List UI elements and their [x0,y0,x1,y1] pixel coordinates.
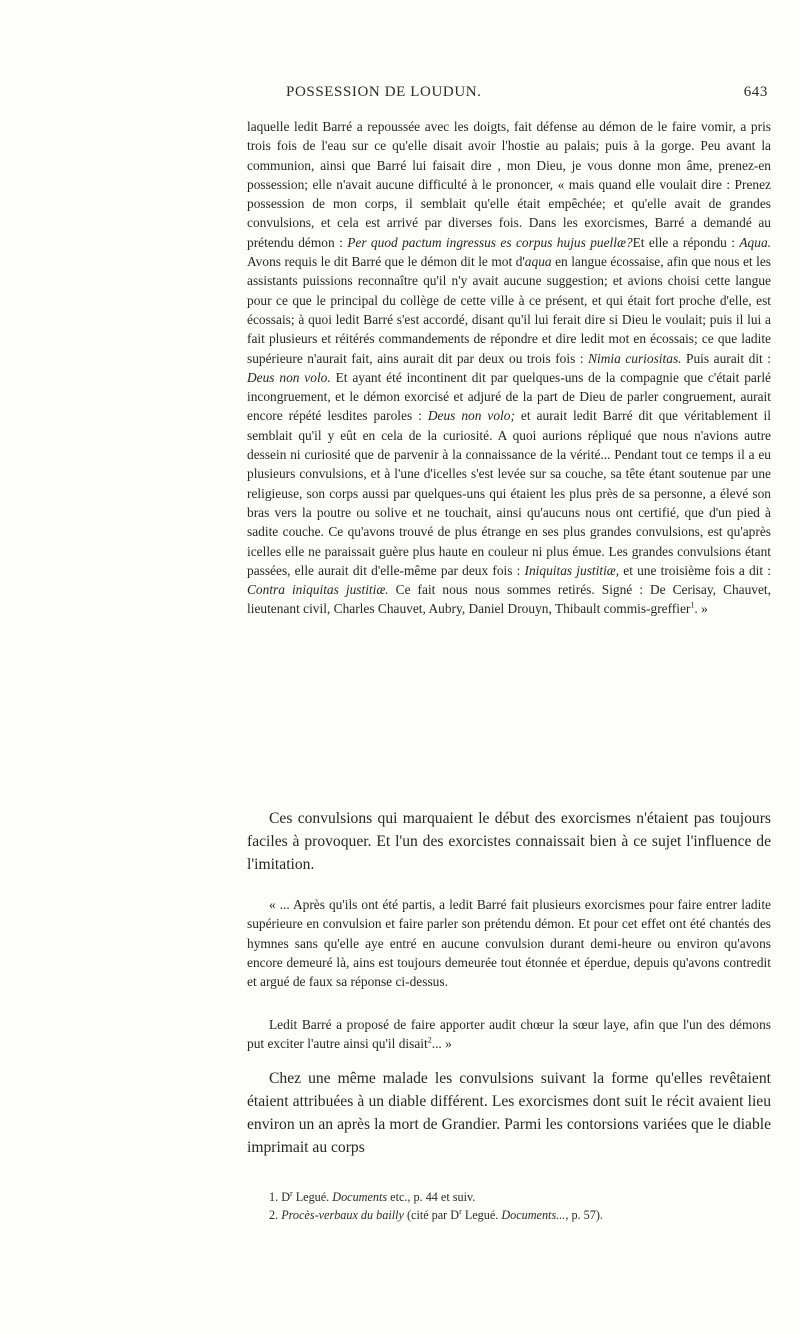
footnote-title: Documents... [501,1208,566,1222]
footnote-sup: r [290,1188,293,1198]
footnote-title: Procès-verbaux du bailly [281,1208,404,1222]
quote-text: Et elle a répondu : [632,234,740,250]
running-title: POSSESSION DE LOUDUN. [286,84,482,100]
body-paragraph: Chez une même malade les convulsions suivant la forme qu'elles revêtaient étaient attribuées à un diable différent. Les exorcismes dont suit le récit avaient lieu environ un an après la mort de Grandier. Parmi les contorsions variées que le diable imprimait au corps [247,1070,771,1156]
footnote-text: (cité par D [403,1208,460,1222]
latin-phrase: Aqua. [739,234,771,250]
body-paragraph: Ces convulsions qui marquaient le début des exorcismes n'étaient pas toujours faciles à provoquer. Et l'un des exorcistes connaissait bien à ce sujet l'influence de l'imitation. [247,810,771,873]
page-header [248,84,768,108]
quote-text: Ce fait nous nous sommes retirés. Signé : De Cerisay, Chauvet, lieutenant civil, Charles Chauvet, Aubry, Daniel Drouyn, Thibault commis-greffier [247,582,771,617]
footnote [247,1206,771,1224]
latin-phrase: Iniquitas justitiæ, [524,562,620,578]
quote-text: . » [694,601,708,617]
quote-text: Puis aurait dit : [681,350,771,366]
latin-phrase: Nimia curiositas. [588,350,682,366]
footnote-sup: r [459,1206,462,1216]
footnote-text: Legué. [461,1208,499,1222]
footnote-ref: 2 [427,1035,432,1045]
latin-phrase: Contra iniquitas justitiæ. [247,582,389,598]
quoted-paragraph [247,1015,771,1054]
quote-text: Ledit Barré a proposé de faire apporter audit chœur la sœur laye, afin que l'un des démons put exciter l'autre ainsi qu'il disait [247,1017,771,1052]
quote-text: ... » [431,1036,452,1052]
footnote-title: Documents [332,1190,388,1204]
footnote-text: , p. 57). [565,1208,603,1222]
latin-phrase: Per quod pactum ingressus es corpus hujus puellæ? [347,234,633,250]
quote-text: en langue écossaise, afin que nous et les assistants puissions reconnaître qu'il n'y avait aucune suggestion; et avions choisi cette langue pour ce que le principal du collège de cette ville à ce présent, et qui était fort proche d'elle, est écossais; à quoi ledit Barré s'est accordé, disant qu'il lui ferait dire si Dieu le voulait; puis il lui a fait plusieurs et réitérés commandements de répondre et dire ledit mot en écossais; ce que ladite supérieure n'aurait fait, ains aurait dit par deux ou trois fois : [247,254,771,366]
latin-phrase: Deus non volo; [427,408,515,424]
quote-text: et une troisième fois a dit : [619,562,771,578]
page-number: 643 [743,84,768,100]
footnote-text: etc., p. 44 et suiv. [387,1190,476,1204]
quoted-paragraph: « ... Après qu'ils ont été partis, a ledit Barré fait plusieurs exorcismes pour faire entrer ladite supérieure en convulsion et faire parler son prétendu démon. Et pour cet effet ont été chantés des hymnes sans qu'elle aye entré en aucune convulsion durant demi-heure ou environ qu'avons encore demeuré là, ains est toujours demeurée tout étonnée et éperdue, depuis qu'avons contredit et argué de faux sa réponse ci-dessus. [247,897,771,990]
footnotes [247,1188,771,1224]
quote-text: et aurait ledit Barré dit que véritablement il semblait qu'il y eût en cela de la curiosité. A quoi aurions répliqué que nous n'avions autre dessein ni curiosité que de parvenir à la connaissance de la vérité... Pendant tout ce temps il a eu plusieurs convulsions, et à l'une d'icelles s'est levée sur sa couche, sa tête étant soutenue par une religieuse, son corps aussi par quelques-uns qui étaient les plus près de sa personne, a élevé son bras vers la poutre ou solive et ne touchait, ainsi qu'aucuns nous ont certifié, que d'un pied à sadite couche. Ce qu'avons trouvé de plus étrange en ses plus grandes convulsions, est qu'après icelles elle ne paraissait guère plus haute en couleur ni plus émue. Les grandes convulsions étant passées, elle aurait dit d'elle-même par deux fois : [247,408,771,578]
latin-phrase: Deus non volo. [247,369,331,385]
footnote-ref: 1 [690,600,695,610]
quoted-proces-verbal [247,117,771,619]
footnote-number: 1. [269,1190,279,1204]
latin-phrase: aqua [524,254,552,270]
footnote-author: Legué. [292,1190,330,1204]
quote-text: laquelle ledit Barré a repoussée avec les doigts, fait défense au démon de le faire vomir, a pris trois fois de l'eau sur ce qu'elle disait avoir l'hostie au palais; puis à la gorge. Peu avant la communion, ainsi que Barré lui faisait dire , mon Dieu, je vous donne mon âme, prenez-en possession; elle n'avait aucune difficulté à le prononcer, « mais quand elle voulait dire : Prenez possession de mon corps, il semblait qu'elle était empêchée; et qu'elle avait de grandes convulsions, et cela est arrivé par diverses fois. Dans les exorcismes, Barré a demandé au prétendu démon : [247,119,771,250]
footnote [247,1188,771,1206]
footnote-author: D [281,1190,290,1204]
quote-text: Et ayant été incontinent dit par quelques-uns de la compagnie que c'était parlé incongruement, et le démon exorcisé et adjuré de la part de Dieu de parler congruement, aurait encore répété lesdites paroles : [247,369,771,424]
footnote-number: 2. [269,1208,279,1222]
quote-text: Avons requis le dit Barré que le démon dit le mot d' [247,254,525,270]
